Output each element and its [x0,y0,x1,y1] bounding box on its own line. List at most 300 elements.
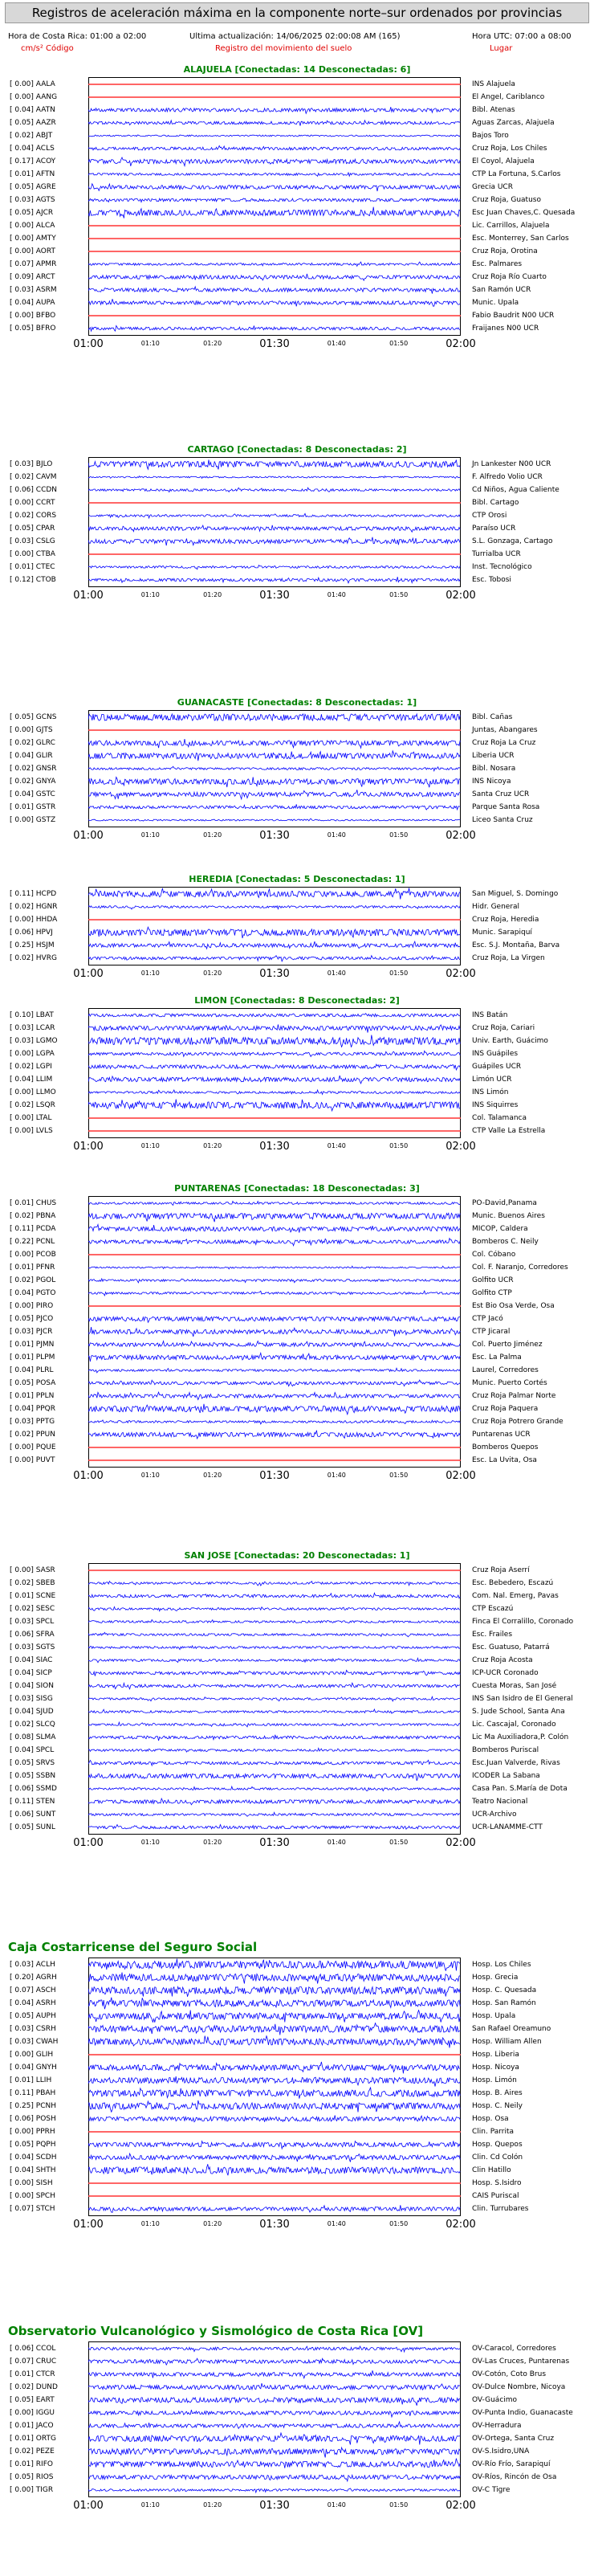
station-place: OV-Guácimo [472,2396,518,2404]
station-row [0,2407,594,2419]
station-row [0,219,594,232]
station-row [0,1770,594,1782]
seismogram-trace [88,535,461,548]
seismogram-trace [88,775,461,788]
seismogram-trace [88,548,461,561]
station-code: [ 0.05] SSBN [10,1772,56,1780]
station-place: Liceo Santa Cruz [472,816,533,824]
seismogram-trace [88,1112,461,1125]
station-row [0,749,594,762]
time-tick: 01:20 [203,591,222,598]
station-row [0,142,594,155]
time-tick: 01:40 [327,2501,346,2509]
trace-line [88,1696,460,1701]
station-place: Cruz Roja Palmar Norte [472,1392,556,1400]
station-place: Esc. Tobosi [472,576,511,584]
trace-line [88,1327,460,1337]
station-row [0,496,594,509]
seismogram-trace [88,1261,461,1274]
station-code: [ 0.22] PCNL [10,1238,55,1246]
station-code: [ 0.02] PPUN [10,1431,55,1439]
station-row [0,116,594,129]
station-code: [ 0.04] SPCL [10,1746,55,1754]
section-title: GUANACASTE [Conectadas: 8 Desconectadas: 1] [177,697,417,708]
seismogram-trace [88,1454,461,1467]
time-axis [0,337,594,357]
station-code: [ 0.20] AGRH [10,1974,57,1982]
station-row [0,574,594,586]
seismogram-trace [88,142,461,155]
station-code: [ 0.02] PEZE [10,2447,55,2456]
trace-line [88,804,460,810]
trace-line [88,1973,460,1984]
time-tick: 01:30 [259,1141,290,1153]
time-tick: 01:30 [259,830,290,842]
trace-line [88,1825,460,1830]
station-place: Munic. Puerto Cortés [472,1379,547,1387]
seismogram-trace [88,1223,461,1235]
time-tick: 01:30 [259,2500,290,2512]
station-row [0,926,594,939]
station-code: [ 0.00] LTAL [10,1114,52,1122]
seismogram-trace [88,1441,461,1454]
station-row [0,2394,594,2407]
seismogram-trace [88,2177,461,2190]
station-code: [ 0.01] CHUS [10,1199,57,1207]
station-place: Esc. Frailes [472,1631,513,1639]
station-code: [ 0.00] CTBA [10,550,55,558]
trace-line [88,1100,460,1111]
seismogram-trace [88,2010,461,2023]
seismogram-trace [88,900,461,913]
time-tick: 01:10 [140,2220,160,2227]
time-axis [0,2498,594,2519]
trace-line [88,1620,460,1623]
station-code: [ 0.02] SBEB [10,1579,55,1587]
station-place: Fraijanes N00 UCR [472,325,539,333]
seismogram-trace [88,91,461,104]
seismogram-trace [88,116,461,129]
station-place: INS Batán [472,1011,508,1019]
station-place: Lic. Carrillos, Alajuela [472,222,550,230]
station-code: [ 0.00] SPCH [10,2192,55,2200]
time-tick: 01:30 [259,338,290,350]
legend-code: cm/s² Código [21,44,74,53]
station-place: Casa Pan. S.María de Dota [472,1785,568,1793]
seismogram-trace [88,1628,461,1641]
trace-line [88,790,460,799]
station-code: [ 0.04] LLIM [10,1076,53,1084]
station-row [0,2445,594,2458]
trace-line [88,739,460,748]
time-tick: 01:20 [203,340,222,347]
station-code: [ 0.05] EART [10,2396,55,2404]
seismogram-trace [88,926,461,939]
station-place: Fabio Baudrit N00 UCR [472,312,555,320]
station-code: [ 0.08] SLMA [10,1733,56,1741]
time-axis [0,1139,594,1160]
seismogram-trace [88,1602,461,1615]
station-place: OV-Herradura [472,2422,522,2430]
seismogram-trace [88,1197,461,1210]
station-code: [ 0.03] LCAR [10,1024,55,1032]
station-code: [ 0.04] GLIR [10,752,53,760]
trace-line [88,1670,460,1676]
trace-line [88,262,460,266]
station-row [0,775,594,788]
seismogram-trace [88,1364,461,1377]
trace-line [88,1076,460,1084]
seismogram-trace [88,522,461,535]
station-row [0,271,594,284]
station-code: [ 0.00] AORT [10,247,55,255]
station-row [0,1312,594,1325]
trace-line [88,1239,460,1246]
trace-line [88,2100,460,2113]
station-row [0,900,594,913]
station-code: [ 0.00] PCOB [10,1251,56,1259]
station-place: F. Alfredo Volio UCR [472,473,543,481]
trace-line [88,2370,460,2378]
seismogram-trace [88,801,461,814]
seismogram-trace [88,155,461,168]
station-code: [ 0.03] LGMO [10,1037,58,1045]
seismogram-trace [88,1757,461,1770]
station-place: Bibl. Atenas [472,106,515,114]
trace-line [88,766,460,771]
seismogram-trace [88,2035,461,2048]
trace-line [88,1646,460,1650]
trace-line [88,157,460,166]
station-row [0,1112,594,1125]
station-place: Inst. Tecnológico [472,563,532,571]
station-code: [ 0.00] AMTY [10,235,56,243]
station-place: Col. Cóbano [472,1251,516,1259]
trace-line [88,184,460,191]
station-code: [ 0.12] CTOB [10,576,56,584]
time-tick: 01:50 [389,1839,409,1846]
station-row [0,1377,594,1390]
station-place: OV-Cotón, Coto Brus [472,2370,547,2378]
seismogram-trace [88,2190,461,2202]
seismogram-trace [88,2407,461,2419]
station-row [0,1300,594,1312]
seismogram-trace [88,1680,461,1692]
time-tick: 01:30 [259,2219,290,2231]
station-row [0,309,594,322]
station-code: [ 0.04] ACLS [10,145,55,153]
station-place: Esc. La Palma [472,1353,522,1361]
station-row [0,724,594,737]
station-place: Cruz Roja Acosta [472,1656,533,1664]
station-code: [ 0.07] APMR [10,260,57,268]
time-tick: 01:50 [389,1472,409,1479]
station-place: Clin Hatillo [472,2166,511,2174]
station-row [0,1287,594,1300]
station-row [0,2471,594,2484]
seismogram-trace [88,194,461,206]
trace-line [88,1658,460,1663]
station-code: [ 0.04] AATN [10,106,55,114]
seismogram-trace [88,322,461,335]
time-tick: 01:20 [203,831,222,839]
station-code: [ 0.09] ARCT [10,273,55,281]
station-place: Liberia UCR [472,752,515,760]
station-code: [ 0.04] PLRL [10,1366,54,1374]
trace-line [88,1593,460,1598]
station-place: ICP-UCR Coronado [472,1669,539,1677]
trace-line [88,2153,460,2162]
trace-line [88,2358,460,2365]
trace-line [88,1683,460,1689]
trace-line [88,2422,460,2428]
trace-line [88,819,460,821]
station-code: [ 0.00] SISH [10,2179,53,2187]
station-row [0,2087,594,2100]
station-place: Clin. Cd Colón [472,2153,523,2162]
station-place: Cruz Roja Río Cuarto [472,273,547,281]
time-axis [0,966,594,987]
station-code: [ 0.00] LLMO [10,1088,56,1096]
station-code: [ 0.01] ORTG [10,2435,56,2443]
trace-line [88,2383,460,2390]
station-code: [ 0.01] PLPM [10,1353,55,1361]
station-place: Teatro Nacional [472,1798,528,1806]
station-code: [ 0.00] GSTZ [10,816,56,824]
seismogram-trace [88,1615,461,1628]
time-tick: 01:30 [259,590,290,602]
seismogram-trace [88,309,461,322]
station-row [0,2458,594,2471]
trace-line [88,1582,460,1586]
station-place: Cruz Roja, Los Chiles [472,145,547,153]
station-code: [ 0.03] ACLH [10,1961,55,1969]
station-place: ICODER La Sabana [472,1772,540,1780]
seismogram-trace [88,1274,461,1287]
trace-line [88,1051,460,1056]
trace-line [88,1392,460,1399]
station-row [0,155,594,168]
station-place: Hosp. Grecia [472,1974,519,1982]
trace-line [88,488,460,492]
station-code: [ 0.11] HCPD [10,890,57,898]
station-row [0,1022,594,1035]
seismogram-trace [88,2202,461,2215]
time-axis [0,1835,594,1856]
station-row [0,1654,594,1667]
seismogram-trace [88,1035,461,1047]
time-tick: 01:00 [73,830,104,842]
station-row [0,1428,594,1441]
trace-line [88,1213,460,1222]
time-tick: 01:10 [140,591,160,598]
station-place: Esc. Bebedero, Escazú [472,1579,554,1587]
station-row [0,129,594,142]
station-place: Hosp. S.Isidro [472,2179,522,2187]
station-code: [ 0.05] SUNL [10,1823,55,1831]
trace-line [88,2165,460,2176]
station-code: [ 0.04] PGTO [10,1289,56,1297]
trace-line [88,2475,460,2481]
station-row [0,322,594,335]
station-row [0,2023,594,2035]
trace-line [88,537,460,546]
trace-line [88,173,460,176]
seismogram-trace [88,2023,461,2035]
utc-time: Hora UTC: 07:00 a 08:00 [472,32,572,41]
section-title: CARTAGO [Conectadas: 8 Desconectadas: 2] [187,444,407,455]
station-place: Hosp. San Ramón [472,1999,536,2007]
station-code: [ 0.05] PQPH [10,2141,56,2149]
station-place: Univ. Earth, Guácimo [472,1037,548,1045]
station-place: Golfito CTP [472,1289,512,1297]
station-place: UCR-Archivo [472,1811,517,1819]
seismogram-trace [88,1971,461,1984]
station-place: OV-Punta Indio, Guanacaste [472,2409,573,2417]
trace-line [88,1431,460,1439]
station-row [0,1441,594,1454]
trace-line [88,1291,460,1296]
seismogram-trace [88,1338,461,1351]
station-place: PO-David,Panama [472,1199,537,1207]
trace-line [88,2459,460,2468]
trace-line [88,2410,460,2417]
station-place: El Angel, Cariblanco [472,93,545,101]
station-place: Com. Nal. Emerg, Pavas [472,1592,559,1600]
trace-line [88,714,460,721]
station-code: [ 0.01] SCNE [10,1592,56,1600]
seismogram-trace [88,219,461,232]
seismogram-trace [88,1248,461,1261]
station-row [0,104,594,116]
seismogram-trace [88,724,461,737]
station-row [0,1692,594,1705]
trace-line [88,751,460,761]
station-place: Cruz Roja, Guatuso [472,196,541,204]
seismogram-trace [88,2074,461,2087]
station-row [0,2355,594,2368]
station-place: San Miguel, S. Domingo [472,890,559,898]
seismogram-trace [88,206,461,219]
station-code: [ 0.00] BFBO [10,312,56,320]
station-code: [ 0.05] RIOS [10,2473,54,2481]
legend-record: Registro del movimiento del suelo [215,44,352,53]
station-code: [ 0.03] ASRM [10,286,57,294]
seismogram-trace [88,284,461,296]
station-place: Bomberos Quepos [472,1443,539,1451]
seismogram-trace [88,1590,461,1602]
seismogram-trace [88,1390,461,1402]
station-code: [ 0.07] CRUC [10,2358,57,2366]
station-code: [ 0.01] GSTR [10,803,56,811]
trace-line [88,1774,460,1781]
time-tick: 01:40 [327,1142,346,1149]
station-code: [ 0.01] PFNR [10,1264,55,1272]
time-tick: 02:00 [446,590,476,602]
time-tick: 01:30 [259,1837,290,1849]
seismogram-trace [88,939,461,952]
trace-line [88,777,460,787]
station-row [0,1338,594,1351]
station-row [0,1035,594,1047]
time-tick: 01:30 [259,968,290,980]
station-code: [ 0.04] SCDH [10,2153,57,2162]
seismogram-trace [88,2048,461,2061]
seismogram-trace [88,296,461,309]
time-tick: 01:10 [140,831,160,839]
time-tick: 01:00 [73,1470,104,1482]
station-row [0,2368,594,2381]
station-place: Hosp. Limón [472,2076,517,2084]
station-code: [ 0.02] SLCQ [10,1721,55,1729]
time-tick: 01:50 [389,340,409,347]
station-place: Cruz Roja Paquera [472,1405,539,1413]
time-tick: 01:00 [73,2219,104,2231]
station-row [0,2035,594,2048]
station-code: [ 0.01] AFTN [10,170,55,178]
trace-line [88,1959,460,1971]
station-row [0,1590,594,1602]
time-tick: 02:00 [446,2500,476,2512]
trace-line [88,2088,460,2099]
station-place: Jn Lankester N00 UCR [472,460,551,468]
time-tick: 02:00 [446,968,476,980]
station-row [0,2048,594,2061]
station-code: [ 0.02] SESC [10,1605,55,1613]
station-row [0,1248,594,1261]
seismogram-trace [88,913,461,926]
seismogram-trace [88,1821,461,1834]
trace-line [88,1380,460,1386]
station-code: [ 0.00] AALA [10,80,55,88]
station-row [0,1274,594,1287]
station-code: [ 0.02] LSQR [10,1101,55,1109]
time-axis [0,2217,594,2238]
time-tick: 02:00 [446,1837,476,1849]
station-place: Col. Talamanca [472,1114,527,1122]
station-place: INS Guápiles [472,1050,519,1058]
station-row [0,1667,594,1680]
station-code: [ 0.02] ABJT [10,132,53,140]
trace-line [88,2447,460,2457]
station-place: Hidr. General [472,903,520,911]
seismogram-trace [88,1564,461,1577]
station-place: Guápiles UCR [472,1063,522,1071]
station-code: [ 0.01] PJMN [10,1341,55,1349]
time-axis [0,828,594,849]
station-code: [ 0.02] HVRG [10,954,57,962]
section-title: SAN JOSE [Conectadas: 20 Desconectadas: 1] [184,1550,410,1561]
station-row [0,2113,594,2125]
seismogram-trace [88,2458,461,2471]
station-row [0,258,594,271]
station-code: [ 0.11] STEN [10,1798,55,1806]
station-code: [ 0.05] BFRO [10,325,56,333]
station-place: Hosp. Osa [472,2115,509,2123]
station-place: Paraíso UCR [472,525,516,533]
station-place: INS Alajuela [472,80,515,88]
time-tick: 01:10 [140,340,160,347]
seismogram-trace [88,1731,461,1744]
local-time: Hora de Costa Rica: 01:00 a 02:00 [8,32,147,41]
section-title: LIMON [Conectadas: 8 Desconectadas: 2] [194,995,400,1006]
station-row [0,522,594,535]
seismogram-trace [88,1958,461,1971]
trace-line [88,1420,460,1424]
station-code: [ 0.03] SGTS [10,1643,55,1651]
station-row [0,1351,594,1364]
trace-line [88,476,460,479]
